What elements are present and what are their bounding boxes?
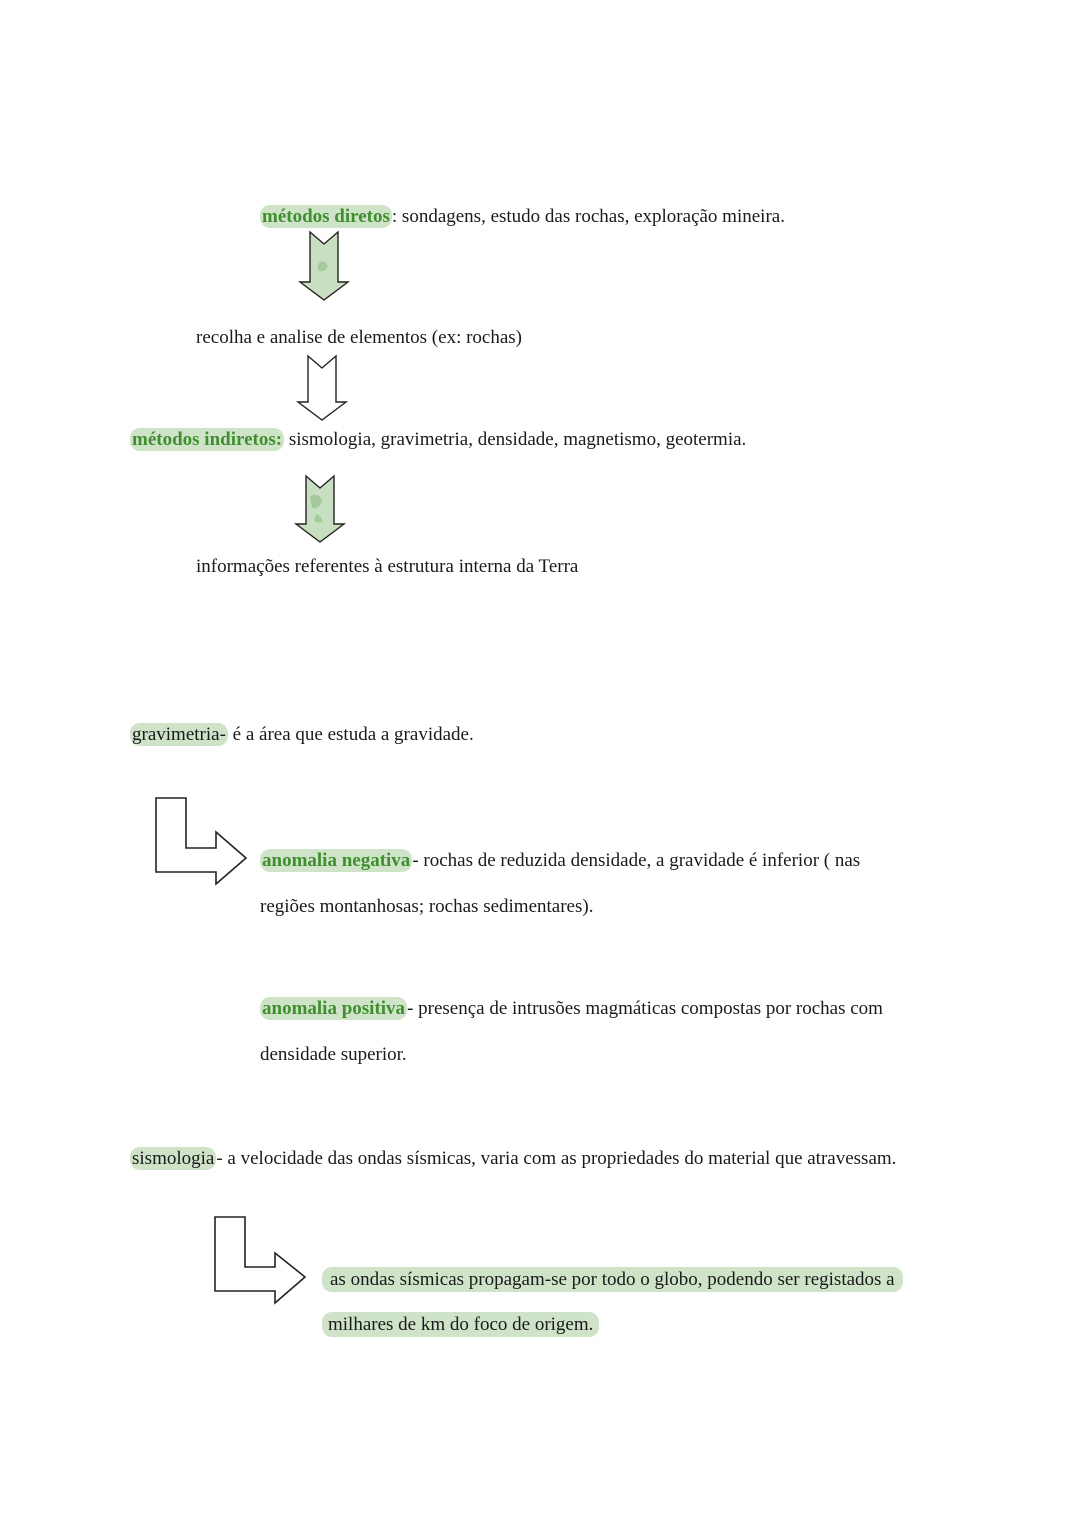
- down-arrow-icon: [296, 230, 352, 304]
- indirect-methods-text: sismologia, gravimetria, densidade, magnetismo, geotermia.: [284, 429, 747, 450]
- positive-anomaly-line: [260, 996, 883, 1022]
- indirect-result-line: informações referentes à estrutura interna da Terra: [196, 556, 579, 577]
- positive-anomaly-line2: densidade superior.: [260, 1044, 407, 1065]
- seismic-waves-line2: [322, 1312, 599, 1338]
- direct-methods-text: : sondagens, estudo das rochas, exploração mineira.: [391, 206, 785, 227]
- seismology-line: [130, 1146, 896, 1172]
- indirect-methods-term: métodos indiretos:: [132, 429, 283, 450]
- gravimetry-text: é a área que estuda a gravidade.: [227, 724, 474, 745]
- gravimetry-term: gravimetria-: [132, 724, 226, 745]
- bent-arrow-icon: [154, 796, 252, 890]
- indirect-methods-line: [130, 427, 746, 453]
- bent-arrow-icon: [213, 1215, 311, 1309]
- seismology-text: - a velocidade das ondas sísmicas, varia com as propriedades do material que atravessam.: [216, 1148, 897, 1169]
- positive-anomaly-text: - presença de intrusões magmáticas compostas por rochas com: [407, 998, 883, 1019]
- seismology-term: sismologia: [132, 1148, 215, 1169]
- positive-anomaly-term: anomalia positiva: [262, 998, 406, 1019]
- negative-anomaly-line2: regiões montanhosas; rochas sedimentares).: [260, 896, 594, 917]
- down-arrow-icon: [292, 474, 348, 546]
- direct-result-line: recolha e analise de elementos (ex: rochas): [196, 327, 523, 348]
- negative-anomaly-line: [260, 848, 860, 874]
- down-arrow-icon: [294, 354, 350, 424]
- negative-anomaly-term: anomalia negativa: [262, 850, 411, 871]
- direct-methods-line: [260, 204, 785, 230]
- seismic-waves-text2: milhares de km do foco de origem.: [322, 1312, 599, 1337]
- direct-methods-term: métodos diretos: [262, 206, 390, 227]
- negative-anomaly-text: - rochas de reduzida densidade, a gravidade é inferior ( nas: [412, 850, 861, 871]
- seismic-waves-line1: [322, 1267, 903, 1293]
- seismic-waves-text1: as ondas sísmicas propagam-se por todo o globo, podendo ser registados a: [322, 1267, 903, 1292]
- gravimetry-line: [130, 722, 474, 748]
